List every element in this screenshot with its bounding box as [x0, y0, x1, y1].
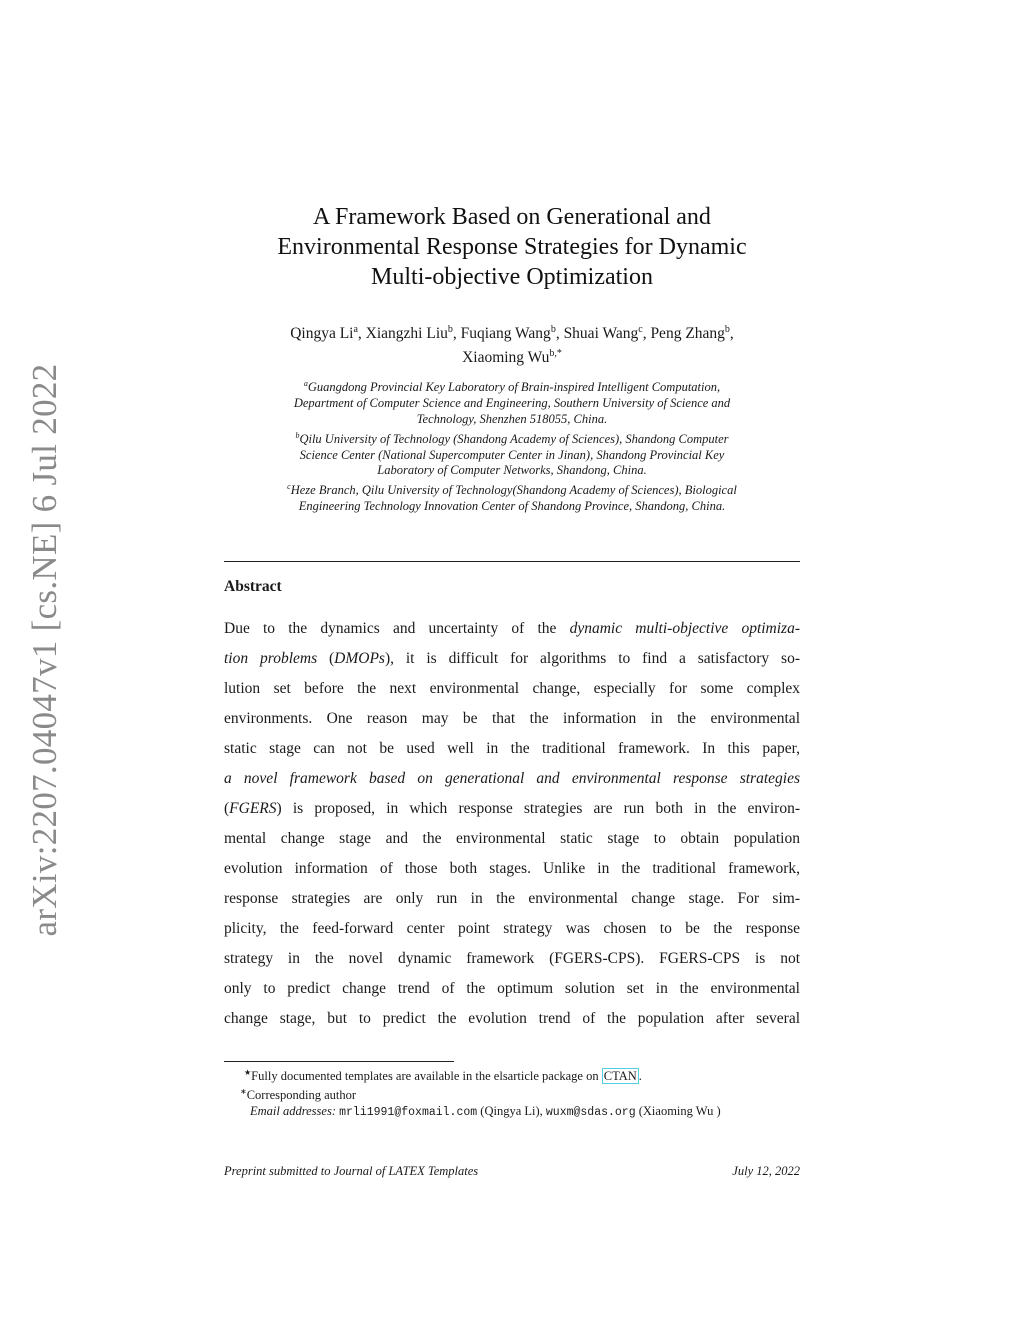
abstract-line — [224, 734, 800, 764]
abstract-segment: dynamic multi-objective optimiza- — [569, 620, 800, 637]
abstract-line — [224, 974, 800, 1004]
affiliation-text: Qilu University of Technology (Shandong Academy of Sciences), Shandong Computer — [299, 431, 729, 446]
abstract-body — [224, 614, 800, 1034]
abstract-line — [224, 824, 800, 854]
abstract-segment: mental change stage and the environmental static stage to obtain population — [224, 830, 800, 847]
author-line-1: Qingya Li$^a$, Xiangzhi Liu$^b$, Fuqiang Wang$^b$, Shuai Wang$^c$, Peng Zhang$^b$, — [290, 324, 734, 343]
abstract-line — [224, 614, 800, 644]
affiliation-line: Science Center (National Supercomputer Center in Jinan), Shandong Provincial Key — [299, 447, 725, 462]
author-list — [212, 320, 812, 368]
abstract-segment: DMOPs — [334, 650, 385, 667]
abstract-line — [224, 854, 800, 884]
abstract-line — [224, 884, 800, 914]
abstract-segment: Due to the dynamics and uncertainty of the — [224, 620, 570, 637]
ctan-link[interactable]: CTAN — [603, 1069, 637, 1084]
affiliation-line: Department of Computer Science and Engineering, Southern University of Science and — [293, 395, 731, 410]
footnote-rule — [224, 1061, 454, 1062]
email-owner-2: (Xiaoming Wu ) — [638, 1104, 721, 1119]
footnote-text: Fully documented templates are available in the elsarticle package on — [251, 1069, 599, 1084]
email-owner-1: (Qingya Li), — [480, 1104, 543, 1119]
author-name: Xiaoming Wu — [462, 349, 550, 367]
arxiv-stamp-region — [20, 363, 70, 937]
author-name: Qingya Li — [290, 325, 354, 343]
footer-preprint: Preprint submitted to Journal of LATEX Templates — [224, 1164, 479, 1178]
abstract-segment: response strategies are only run in the environmental change stage. For sim- — [224, 890, 800, 907]
affiliations — [222, 376, 802, 515]
abstract-line — [224, 704, 800, 734]
abstract-line — [224, 944, 800, 974]
paper-title — [212, 202, 812, 292]
footnote-emails — [250, 1103, 804, 1121]
author-affil-mark: b — [447, 324, 453, 335]
footer-date: July 12, 2022 — [732, 1164, 800, 1178]
abstract-segment: a novel framework based on generational and environmental response strategies — [224, 770, 800, 787]
abstract-segment: ), it is difficult for algorithms to find a satisfactory so- — [384, 650, 800, 667]
affiliation-line — [222, 428, 802, 448]
abstract-segment: evolution information of those both stages. Unlike in the traditional framework, — [224, 860, 800, 877]
abstract-segment: environments. One reason may be that the information in the environmental — [224, 710, 800, 727]
abstract-line — [224, 1004, 800, 1034]
footnote-templates — [244, 1065, 804, 1084]
author-affil-mark: b — [550, 324, 556, 335]
affiliation-line — [222, 479, 802, 499]
star-mark: ★ — [244, 1068, 252, 1077]
abstract-segment: ( — [317, 650, 335, 667]
author-name: Xiangzhi Liu — [365, 325, 448, 343]
abstract-segment: static stage can not be used well in the traditional framework. In this paper, — [224, 740, 800, 757]
footnote-corresponding — [240, 1084, 804, 1103]
title-line: A Framework Based on Generational and — [313, 204, 711, 230]
abstract-heading: Abstract — [224, 578, 282, 595]
footnote-text: Corresponding author — [246, 1088, 357, 1103]
affiliation-mark: c — [287, 482, 291, 492]
asterisk-mark: ∗ — [240, 1087, 247, 1097]
abstract-segment: ( — [224, 800, 230, 817]
abstract-line — [224, 794, 800, 824]
affiliation-text: Heze Branch, Qilu University of Technology(Shandong Academy of Sciences), Biological — [290, 483, 737, 498]
footnotes — [240, 1065, 804, 1121]
affiliation-line — [222, 376, 802, 396]
abstract-segment: change stage, but to predict the evolution trend of the population after several — [224, 1010, 800, 1027]
author-affil-mark: c — [638, 324, 643, 335]
author-name: Peng Zhang — [650, 325, 725, 343]
author-affil-mark: b — [724, 324, 730, 335]
affiliation-line: Technology, Shenzhen 518055, China. — [416, 411, 608, 426]
affiliation-line: Laboratory of Computer Networks, Shandong, China. — [377, 463, 647, 478]
abstract-segment: strategy in the novel dynamic framework (FGERS-CPS). FGERS-CPS is not — [224, 950, 800, 967]
email-address-2[interactable]: wuxm@sdas.org — [545, 1106, 636, 1120]
affiliation-text: Guangdong Provincial Key Laboratory of Brain-inspired Intelligent Computation, — [307, 380, 721, 395]
abstract-segment: plicity, the feed-forward center point strategy was chosen to be the response — [224, 920, 800, 937]
abstract-line — [224, 674, 800, 704]
arxiv-stamp: arXiv:2207.04047v1 [cs.NE] 6 Jul 2022 — [25, 363, 64, 937]
abstract-segment: only to predict change trend of the optimum solution set in the environmental — [224, 980, 800, 997]
abstract-line — [224, 644, 800, 674]
abstract-line — [224, 764, 800, 794]
abstract-top-rule — [224, 561, 800, 562]
abstract-segment: ) is proposed, in which response strategies are run both in the environ- — [276, 800, 800, 817]
abstract-segment: lution set before the next environmental change, especially for some complex — [224, 680, 800, 697]
abstract-segment: FGERS — [229, 800, 277, 817]
author-affil-mark: b,* — [549, 348, 562, 360]
author-line-2 — [212, 344, 812, 368]
email-label: Email addresses: — [250, 1104, 336, 1119]
title-line: Environmental Response Strategies for Dynamic — [277, 234, 747, 260]
affiliation-mark: a — [303, 379, 308, 388]
footnote-period: . — [638, 1069, 642, 1084]
affiliation-mark: b — [295, 430, 300, 440]
author-name: Fuqiang Wang — [460, 325, 551, 343]
author-name: Shuai Wang — [563, 325, 639, 343]
email-address-1[interactable]: mrli1991@foxmail.com — [339, 1106, 478, 1120]
author-affil-mark: a — [353, 324, 358, 335]
abstract-line — [224, 914, 800, 944]
title-line: Multi-objective Optimization — [371, 264, 653, 290]
affiliation-line: Engineering Technology Innovation Center of Shandong Province, Shandong, China. — [298, 499, 726, 514]
abstract-segment: tion problems — [224, 650, 318, 667]
